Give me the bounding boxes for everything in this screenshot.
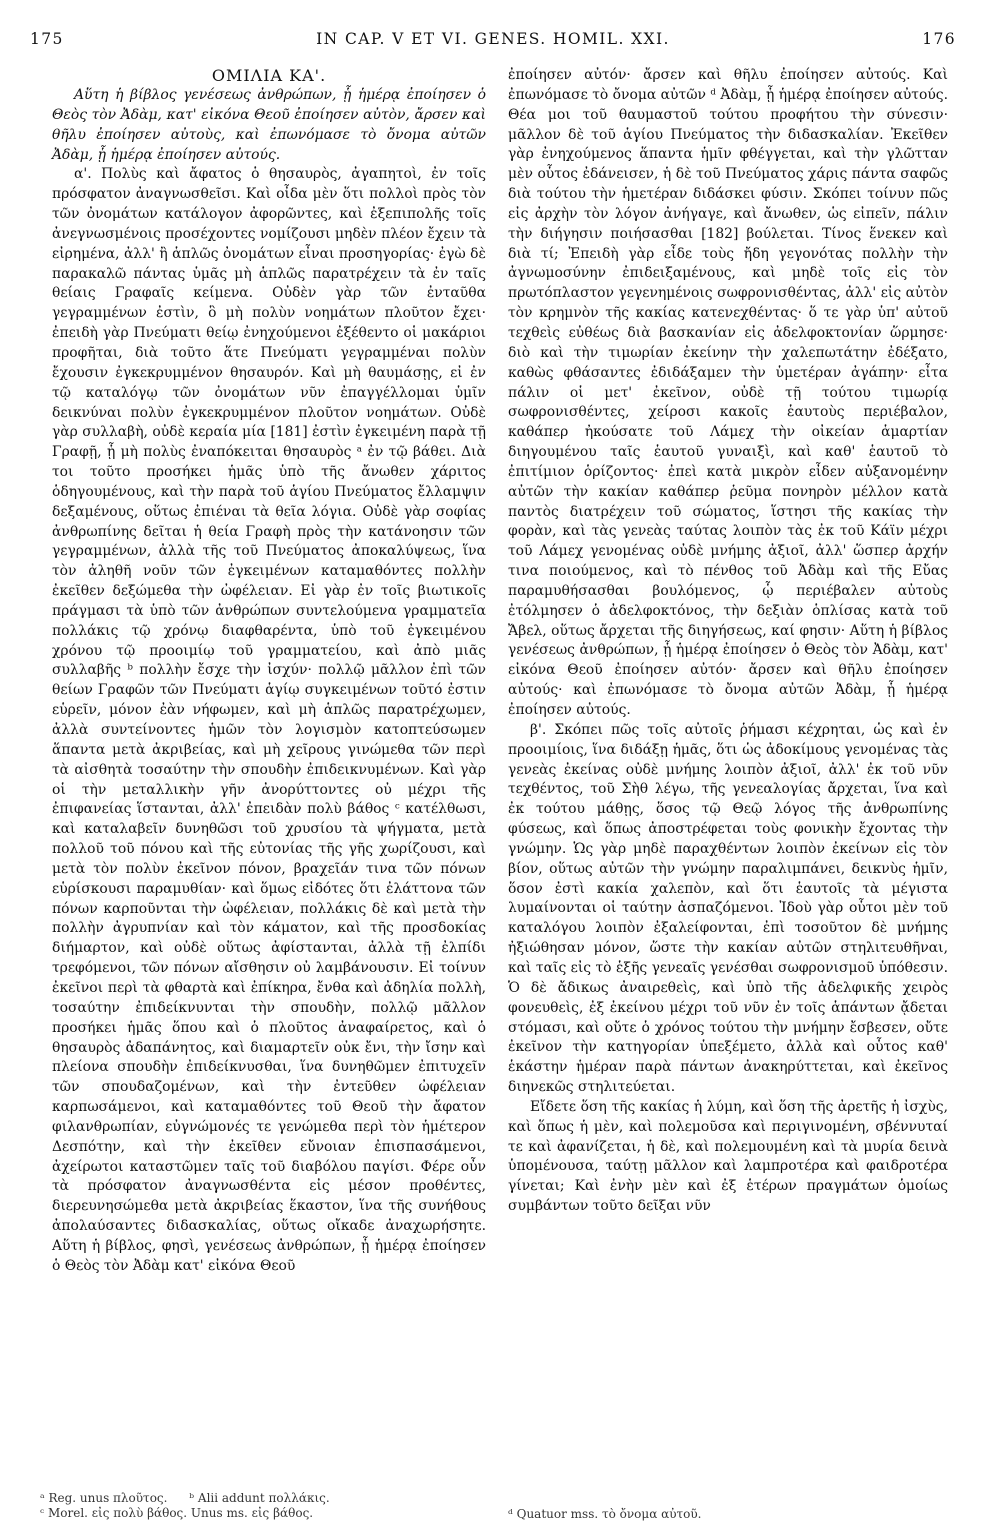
homily-title: ΟΜΙΛΙΑ ΚΑ'. xyxy=(211,66,327,85)
footnotes-left xyxy=(40,1491,480,1521)
paragraph-1: α'. Πολὺς καὶ ἄφατος ὁ θησαυρὸς, ἀγαπητοὶ, ἐν τοῖς πρόσφατον ἀναγνωσθεῖσι. Καὶ οἶδα μὲν ὅτι πολλοὶ πρὸς τὸν τῶν ὀνομάτων κατάλογον ἀφορῶντες, καὶ ἐξεπιπολῆς τοῖς ἀνεγνωσμένοις προσέχοντες νομίζουσι μηδὲν πλέον ἔχειν τὰ εἰρημένα, ἀλλ' ἢ ἁπλῶς ὀνομάτων εἶναι προσηγορίας· ἐγὼ δὲ παρακαλῶ πάντας ὑμᾶς μὴ ἁπλῶς παρατρέχειν τὰ ἐν ταῖς θείαις Γραφαῖς κείμενα. Οὐδὲν γὰρ τῶν ἐνταῦθα γεγραμμένων ἐστὶν, ὃ μὴ πολὺν νοημάτων πλοῦτον ἔχει· ἐπειδὴ γὰρ Πνεύματι θείῳ ἐνηχούμενοι ἐξέθεντο οἱ μακάριοι προφῆται, διὰ τοῦτο ἅτε Πνεύματι γεγραμμέναι πολὺν ἔχουσιν ἐγκεκρυμμένον θησαυρόν. Καὶ μὴ θαυμάσῃς, εἰ ἐν τῷ καταλόγῳ τῶν ὀνομάτων νῦν ἐπαγγέλλομαι ὑμῖν δεικνύναι πολὺν ἐγκεκρυμμένον πλοῦτον νοημάτων. Οὐδὲ γὰρ συλλαβὴ, οὐδὲ κεραία μία [181] ἐστὶν ἐγκειμένη παρὰ τῇ Γραφῇ, ᾗ μὴ πολὺς ἐναπόκειται θησαυρὸς ᵃ ἐν τῷ βάθει. Διὰ τοι τοῦτο προσήκει ἡμᾶς ὑπὸ τῆς ἄνωθεν χάριτος ὁδηγουμένους, καὶ τὴν παρὰ τοῦ ἁγίου Πνεύματος ἔλλαμψιν δεξαμένους, οὕτως ἐπιέναι τὰ θεῖα λόγια. Οὐδὲ γὰρ σοφίας ἀνθρωπίνης δεῖται ἡ θεία Γραφὴ πρὸς τὴν κατάνοησιν τῶν γεγραμμένων, ἀλλὰ τῆς τοῦ Πνεύματος ἀποκαλύψεως, ἵνα τὸν ἀληθῆ νοῦν τῶν ἐγκειμένων καταμαθόντες πολλὴν ἐκεῖθεν δεξώμεθα τὴν ὠφέλειαν. Εἰ γὰρ ἐν τοῖς βιωτικοῖς πράγμασι τὰ ὑπὸ τῶν ἀνθρώπων συντελούμενα γραμματεῖα πολλάκις τῷ χρόνῳ διαφθαρέντα, ὑπὸ τοῦ ἐγκειμένου χρόνου τῷ προοιμίῳ τοῦ γραμματείου, καὶ ἀπὸ μιᾶς συλλαβῆς ᵇ πολλὴν ἔσχε τὴν ἰσχύν· πολλῷ μᾶλλον ἐπὶ τῶν θείων Γραφῶν τῶν Πνεύματι ἁγίῳ συγκειμένων τοῦτό ἐστιν εὑρεῖν, μόνον ἐὰν νήφωμεν, καὶ μὴ ἁπλῶς παρατρέχωμεν, ἀλλὰ συντείνοντες ἡμῶν τὸν λογισμὸν κατοπτεύσωμεν ἅπαντα μετὰ ἀκριβείας, καὶ μὴ χεῖρους γινώμεθα τῶν περὶ τὰ αἰσθητὰ τοσαύτην τὴν σπουδὴν ἐπιδεικνυμένων. Καὶ γὰρ οἱ τὴν μεταλλικὴν γῆν ἀνορύττοντες οὐ μέχρι τῆς ἐπιφανείας ἵστανται, ἀλλ' ἐπειδὰν πολὺ βάθος ᶜ κατέλθωσι, καὶ καταλαβεῖν δυνηθῶσι τοῦ χρυσίου τὰ ψήγματα, μετὰ πολλοῦ τοῦ πόνου καὶ τῆς εὐτονίας τῆς γῆς χωρίζουσι, καὶ μετὰ τὸν πολὺν ἐκεῖνον πόνον, βραχεῖάν τινα τῶν πόνων εὑρίσκουσι παραμυθίαν· καὶ ὅμως εἰδότες ὅτι ἐλάττονα τῶν πόνων καρποῦνται τὴν ὠφέλειαν, πολλάκις δὲ καὶ μετὰ τὴν πολλὴν ἀγρυπνίαν καὶ τὸν κάματον, καὶ τῆς προσδοκίας διήμαρτον, καὶ οὐδὲ οὕτως ἀφίστανται, ἀλλὰ τῇ ἐλπίδι τρεφόμενοι, τῶν πόνων αἴσθησιν οὐ λαμβάνουσιν. Εἰ τοίνυν ἐκεῖνοι περὶ τὰ φθαρτὰ καὶ ἐπίκηρα, ἔνθα καὶ ἀδηλία πολλὴ, τοσαύτην ἐπιδείκνυνται τὴν σπουδὴν, πολλῷ μᾶλλον προσήκει ἡμᾶς ὅπου καὶ ὁ πλοῦτος ἀναφαίρετος, καὶ ὁ θησαυρὸς ἀδαπάνητος, καὶ διαμαρτεῖν οὐκ ἔνι, τὴν ἴσην καὶ πλείονα σπουδὴν ἐπιδείκνυσθαι, ἵνα δυνηθῶμεν ἐπιτυχεῖν τῶν σπουδαζομένων, καὶ τὴν ἐντεῦθεν ὠφέλειαν καρπωσάμενοι, καὶ καταμαθόντες τοῦ Θεοῦ τὴν ἄφατον φιλανθρωπίαν, εὐγνώμονές τε γενώμεθα περὶ τὸν ἡμέτερον Δεσπότην, καὶ τὴν ἐκεῖθεν εὔνοιαν ἐπισπασάμενοι, ἀχείρωτοι καταστῶμεν ταῖς τοῦ διαβόλου παγίσι. Φέρε οὖν τὰ πρόσφατον ἀναγνωσθέντα εἰς μέσον προθέντες, διερευνησώμεθα μετὰ ἀκριβείας ἕκαστον, ἵνα τῆς συνήθους ἀπολαύσαντες διδασκαλίας, οὕτως οἴκαδε ἀναχωρήσητε. Αὕτη ἡ βίβλος, φησὶ, γενέσεως ἀνθρώπων, ᾗ ἡμέρᾳ ἐποίησεν ὁ Θεὸς τὸν Ἀδὰμ κατ' εἰκόνα Θεοῦ xyxy=(52,166,486,1274)
paragraph-2: β'. Σκόπει πῶς τοῖς αὐτοῖς ῥήμασι κέχρηται, ὡς καὶ ἐν προοιμίοις, ἵνα διδάξῃ ἡμᾶς, ὅτι ὡς ἀδοκίμους γενομένας τὰς γενεὰς ἐκείνας οὐδὲ μνήμης λοιπὸν ἀξιοῖ, ἀλλ' ἐκ τοῦ νῦν τεχθέντος, τοῦ Σὴθ λέγω, τῆς γενεαλογίας ἄρχεται, ἵνα καὶ ἐκ τούτου μάθῃς, ὅσος τῷ Θεῷ λόγος τῆς ἀνθρωπίνης φύσεως, καὶ ὅπως ἀποστρέφεται τοὺς φονικὴν ἔχοντας τὴν γνώμην. Ὡς γὰρ μηδὲ παραχθέντων λοιπὸν ἐκείνων εἰς τὸν βίον, οὕτως αὐτῶν τὴν γνώμην παραλιμπάνει, δεικνὺς ἡμῖν, ὅσον ἐστὶ κακία χαλεπὸν, καὶ ὅτι ἑαυτοῖς τὰ μέγιστα λυμαίνονται οἱ ταύτην ἀσπαζόμενοι. Ἰδοὺ γὰρ οὗτοι μὲν τοῦ καταλόγου λοιπὸν ἐξαλείφονται, ἐπὶ τοσοῦτον δὲ μνήμης ἠξιώθησαν μόνον, ὥστε τὴν κακίαν αὐτῶν στηλιτευθῆναι, καὶ ταῖς εἰς τὸ ἑξῆς γενεαῖς γενέσθαι σωφρονισμοῦ ὑπόθεσιν. Ὁ δὲ ἄδικως ἀναιρεθεὶς, καὶ ὑπὸ τῆς ἀδελφικῆς χειρὸς φονευθεὶς, ἐξ ἐκείνου μέχρι τοῦ νῦν ἐν τοῖς ἁπάντων ᾄδεται στόμασι, καὶ οὔτε ὁ χρόνος τούτου τὴν μνήμην ἔσβεσεν, οὔτε ἐκεῖνον τὴν κατηγορίαν ὑπεξέμετο, ἀλλὰ καὶ οὗτος καθ' ἑκάστην ἡμέραν παρὰ πάντων ἀνακηρύττεται, καὶ ἐκεῖνος διηνεκῶς στηλιτεύεται. xyxy=(508,721,948,1096)
epigraph: Αὕτη ἡ βίβλος γενέσεως ἀνθρώπων, ᾗ ἡμέρᾳ ἐποίησεν ὁ Θεὸς τὸν Ἀδὰμ, κατ' εἰκόνα Θεοῦ ἐποίησεν αὐτὸν, ἄρσεν καὶ θῆλυ ἐποίησεν αὐτοὺς, καὶ ἐπωνόμασε τὸ ὄνομα αὐτῶν Ἀδὰμ, ᾗ ἡμέρᾳ ἐποίησεν αὐτούς. xyxy=(52,87,486,163)
page-number-left: 175 xyxy=(30,30,64,48)
running-title: IN CAP. V ET VI. GENES. HOMIL. XXI. xyxy=(316,30,670,48)
footnote-b: ᵇ Alii addunt πολλάκις. xyxy=(189,1491,330,1505)
page-number-right: 176 xyxy=(922,30,956,48)
left-column xyxy=(52,66,486,1277)
paragraph-3: Εἴδετε ὅση τῆς κακίας ἡ λύμη, καὶ ὅση τῆς ἀρετῆς ἡ ἰσχὺς, καὶ ὅπως ἡ μὲν, καὶ πολεμοῦσα καὶ περιγινομένη, σβέννυταί τε καὶ ἀφανίζεται, ἡ δὲ, καὶ πολεμουμένη καὶ τὰ μυρία δεινὰ ὑπομένουσα, ταύτῃ μᾶλλον καὶ λαμπροτέρα καὶ φαιδροτέρα γίνεται; Καὶ ἐνὴν μὲν καὶ ἐξ ἑτέρων πραγμάτων ὁμοίως συμβάντων τοῦτο δεῖξαι νῦν xyxy=(508,1098,948,1215)
paragraph-1-continued: ἐποίησεν αὐτόν· ἄρσεν καὶ θῆλυ ἐποίησεν αὐτούς. Καὶ ἐπωνόμασε τὸ ὄνομα αὐτῶν ᵈ Ἀδὰμ, ᾗ ἡμέρᾳ ἐποίησεν αὐτούς. Θέα μοι τοῦ θαυμαστοῦ τούτου προφήτου τὴν σύνεσιν· μᾶλλον δὲ τοῦ ἁγίου Πνεύματος τὴν διδασκαλίαν. Ἐκεῖθεν γὰρ ἐνηχούμενος ἅπαντα ἡμῖν φθέγγεται, καὶ τὴν γλῶτταν μὲν οὗτος ἐδάνεισεν, ἡ δὲ τοῦ Πνεύματος χάρις πάντα σαφῶς διὰ τούτου τὴν ἡμετέραν διδάσκει φύσιν. Σκόπει τοίνυν πῶς εἰς ἀρχὴν τὸν λόγον ἀνήγαγε, καὶ ἄνωθεν, ὡς εἰπεῖν, πάλιν τὴν διήγησιν ποιήσασθαι [182] βούλεται. Τίνος ἕνεκεν καὶ διὰ τί; Ἐπειδὴ γὰρ εἶδε τοὺς ἤδη γεγονότας πολλὴν τὴν ἀγνωμοσύνην ἐπιδειξαμένους, καὶ μηδὲ τοῖς εἰς τὸν πρωτόπλαστον γεγενημένοις σωφρονισθέντας, ἀλλ' εἰς αὐτὸν τὸν κρημνὸν τῆς κακίας κατενεχθέντας· ὅ τε γὰρ ὑπ' αὐτοῦ τεχθεὶς εὐθέως διὰ βασκανίαν εἰς ἀδελφοκτονίαν ὥρμησε· διὸ καὶ τὴν τιμωρίαν ἐκείνην τὴν χαλεπωτάτην ἐδέξατο, καθὼς φθάσαντες ἐδιδάξαμεν τὴν ὑμετέραν ἀγάπην· εἶτα πάλιν οἱ μετ' ἐκεῖνον, οὐδὲ τῇ τούτου τιμωρίᾳ σωφρονισθέντες, χείροσι κακοῖς ἑαυτοὺς περιέβαλον, καθάπερ ἠκούσατε τοῦ Λάμεχ τὴν οἰκείαν ἁμαρτίαν διηγουμένου ταῖς ἑαυτοῦ γυναιξὶ, καὶ καθ' ἑαυτοῦ τὸ ἐπιτίμιον ὁρίζοντος· ἐπεὶ κατὰ μικρὸν εἶδεν αὐξανομένην αὐτῶν τὴν κακίαν καθάπερ ῥεῦμα πονηρὸν μέλλον κατὰ παντὸς διατρέχειν τοῦ σώματος, ἵστησι τῆς κακίας τὴν φορὰν, καὶ τὰς γενεὰς ταύτας λοιπὸν τὰς ἐκ τοῦ Κάϊν μέχρι τοῦ Λάμεχ γενομένας οὐδὲ μνήμης ἀξιοῖ, ἀλλ' ὥσπερ ἀρχήν τινα ποιούμενος, καὶ τὸ πένθος τοῦ Ἀδὰμ καὶ τῆς Εὔας παραμυθήσασθαι βουλόμενος, ᾧ περιέβαλεν αὐτοὺς ἐτόλμησεν ὁ ἀδελφοκτόνος, τὴν δεξιὰν ὁπλίσας κατὰ τοῦ Ἄβελ, οὕτως ἄρχεται τῆς διηγήσεως, καί φησιν· Αὕτη ἡ βίβλος γενέσεως ἀνθρώπων, ᾗ ἡμέρᾳ ἐποίησεν ὁ Θεὸς τὸν Ἀδὰμ, κατ' εἰκόνα Θεοῦ ἐποίησεν αὐτόν· ἄρσεν καὶ θῆλυ ἐποίησεν αὐτούς· καὶ ἐπωνόμασε τὸ ὄνομα αὐτῶν Ἀδὰμ, ᾗ ἡμέρᾳ ἐποίησεν αὐτούς. xyxy=(508,67,948,718)
footnote-d: ᵈ Quatuor mss. τὸ ὄνομα αὐτοῦ. xyxy=(508,1507,702,1521)
footnote-a: ᵃ Reg. unus πλοῦτος. xyxy=(40,1491,168,1505)
running-header xyxy=(30,30,956,52)
footnotes-right xyxy=(508,1507,948,1522)
right-column xyxy=(508,66,948,1217)
footnote-c: ᶜ Morel. εἰς πολὺ βάθος. Unus ms. εἰς βάθος. xyxy=(40,1506,314,1520)
